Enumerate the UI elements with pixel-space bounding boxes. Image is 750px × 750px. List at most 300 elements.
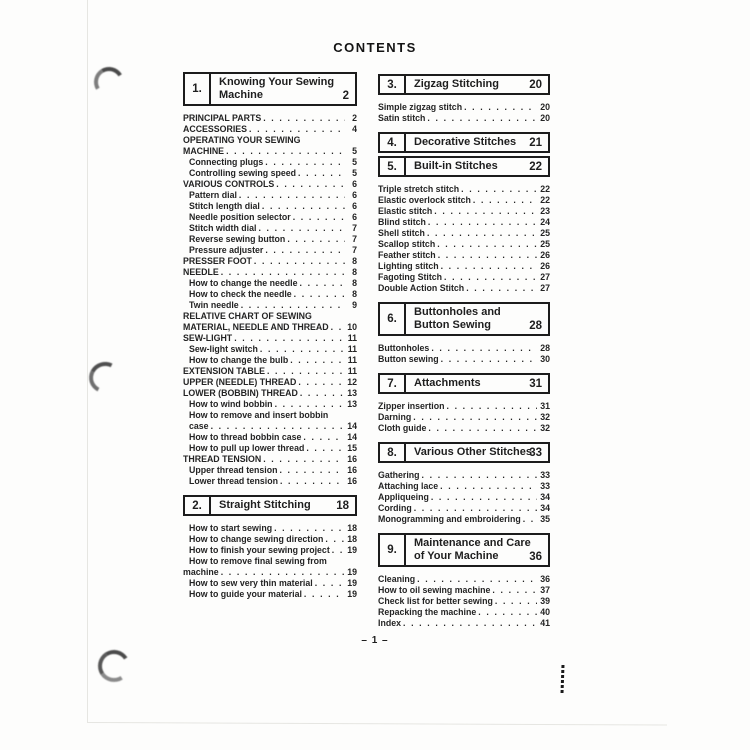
toc-entry	[378, 492, 550, 503]
dot-leader	[265, 245, 345, 256]
toc-entry	[378, 607, 550, 618]
entry-page-number: 26	[540, 250, 550, 260]
toc-entry	[378, 113, 550, 124]
entry-page-number: 16	[347, 454, 357, 464]
section-title	[406, 134, 527, 151]
section-page-number: 21	[529, 136, 542, 149]
entry-page-number: 22	[540, 184, 550, 194]
dot-leader	[523, 514, 537, 525]
entry-label: Simple zigzag stitch	[378, 102, 463, 112]
entry-label: Repacking the machine	[378, 607, 477, 617]
toc-entry	[378, 228, 550, 239]
toc-column-left	[183, 72, 357, 608]
dot-leader	[239, 190, 345, 201]
toc-entry	[183, 124, 357, 135]
entry-page-number: 6	[352, 212, 357, 222]
toc-entry	[183, 399, 357, 410]
toc-entry	[378, 272, 550, 283]
entry-page-number: 22	[540, 195, 550, 205]
dot-leader	[260, 344, 345, 355]
toc-entry	[183, 289, 357, 300]
toc-entry	[378, 102, 550, 113]
section-title	[406, 444, 532, 461]
entry-page-number: 11	[347, 366, 357, 376]
toc-entry	[183, 454, 357, 465]
entry-page-number: 19	[347, 545, 357, 555]
toc-entry	[183, 168, 357, 179]
entry-label: Sew-light switch	[189, 344, 258, 354]
entry-label: How to oil sewing machine	[378, 585, 491, 595]
punch-hole-shadow-top	[91, 64, 127, 100]
toc-entry	[183, 366, 357, 377]
toc-entry	[183, 267, 357, 278]
entry-page-number: 27	[540, 272, 550, 282]
toc-entry	[378, 574, 550, 585]
toc-entry	[378, 596, 550, 607]
dot-leader	[254, 256, 345, 267]
dot-leader	[464, 102, 537, 113]
dot-leader	[262, 201, 345, 212]
dot-leader	[287, 234, 345, 245]
dot-leader	[473, 195, 537, 206]
entry-label: How to guide your material	[189, 589, 302, 599]
entry-label: EXTENSION TABLE	[183, 366, 265, 376]
section-title-line: Attachments	[414, 377, 481, 389]
dot-leader	[417, 574, 537, 585]
toc-section	[378, 442, 550, 525]
toc-entry	[183, 300, 357, 311]
section-header-box	[378, 373, 550, 394]
toc-entry	[183, 322, 357, 333]
section-title	[406, 535, 531, 565]
entry-page-number: 9	[352, 300, 357, 310]
entry-label: MATERIAL, NEEDLE AND THREAD	[183, 322, 329, 332]
toc-entry	[378, 503, 550, 514]
section-page-number: 36	[529, 551, 542, 563]
dot-leader	[446, 401, 537, 412]
entry-label: NEEDLE	[183, 267, 219, 277]
section-title-line: Various Other Stitches	[414, 446, 532, 458]
entry-label: LOWER (BOBBIN) THREAD	[183, 388, 298, 398]
page-edge-left	[87, 0, 88, 722]
dot-leader	[441, 261, 538, 272]
entry-page-number: 2	[352, 113, 357, 123]
toc-entry-list	[378, 401, 550, 434]
entry-label: Zipper insertion	[378, 401, 445, 411]
entry-page-number: 16	[347, 465, 357, 475]
entry-label: Satin stitch	[378, 113, 426, 123]
toc-entry	[183, 377, 357, 388]
section-title-line: Button Sewing	[414, 319, 491, 331]
section-title	[406, 304, 527, 334]
toc-entry	[378, 250, 550, 261]
entry-label: Button sewing	[378, 354, 439, 364]
entry-page-number: 19	[347, 567, 357, 577]
section-title-line: Buttonholes and	[414, 306, 501, 318]
entry-page-number: 32	[540, 423, 550, 433]
entry-page-number: 41	[540, 618, 550, 628]
dot-leader	[325, 534, 344, 545]
entry-label: ACCESSORIES	[183, 124, 248, 134]
entry-label: Elastic stitch	[378, 206, 433, 216]
section-header-box	[378, 302, 550, 336]
entry-label: How to sew very thin material	[189, 578, 313, 588]
dot-leader	[290, 355, 344, 366]
entry-label: How to wind bobbin	[189, 399, 273, 409]
dot-leader	[300, 388, 344, 399]
toc-entry-list	[378, 574, 550, 629]
toc-entry-list	[378, 470, 550, 525]
toc-entry	[378, 239, 550, 250]
dot-leader	[211, 421, 345, 432]
entry-label: PRESSER FOOT	[183, 256, 252, 266]
toc-entry	[183, 223, 357, 234]
dot-leader	[441, 354, 538, 365]
entry-page-number: 15	[347, 443, 357, 453]
toc-entry	[378, 423, 550, 434]
section-title	[211, 74, 341, 104]
dot-leader	[440, 481, 537, 492]
entry-label: Controlling sewing speed	[189, 168, 297, 178]
toc-entry	[183, 311, 357, 322]
entry-page-number: 39	[540, 596, 550, 606]
entry-page-number: 18	[347, 534, 357, 544]
entry-label: RELATIVE CHART OF SEWING	[183, 311, 312, 321]
toc-section	[378, 302, 550, 365]
dot-leader	[428, 423, 537, 434]
dot-leader	[276, 179, 345, 190]
toc-entry	[378, 343, 550, 354]
dot-leader	[280, 476, 344, 487]
entry-label: SEW-LIGHT	[183, 333, 233, 343]
toc-entry	[183, 234, 357, 245]
entry-page-number: 34	[540, 492, 550, 502]
entry-page-number: 26	[540, 261, 550, 271]
toc-entry	[378, 618, 550, 629]
entry-page-number: 40	[540, 607, 550, 617]
dot-leader	[249, 124, 345, 135]
dot-leader	[265, 157, 345, 168]
toc-entry	[183, 135, 357, 146]
toc-entry-list	[183, 113, 357, 487]
dot-leader	[437, 239, 537, 250]
dot-leader	[434, 206, 537, 217]
entry-page-number: 18	[347, 523, 357, 533]
entry-label: Monogramming and embroidering	[378, 514, 521, 524]
toc-section	[378, 533, 550, 629]
entry-page-number: 31	[540, 401, 550, 411]
toc-entry	[378, 354, 550, 365]
section-title	[211, 497, 334, 514]
entry-label: Cording	[378, 503, 412, 513]
dot-leader	[428, 217, 537, 228]
toc-entry	[378, 261, 550, 272]
toc-entry	[183, 578, 357, 589]
dot-leader	[413, 412, 537, 423]
toc-entry	[183, 421, 357, 432]
entry-label: Gathering	[378, 470, 420, 480]
section-page-number: 33	[529, 446, 542, 459]
entry-page-number: 34	[540, 503, 550, 513]
entry-page-number: 20	[540, 102, 550, 112]
toc-entry	[183, 355, 357, 366]
toc-column-right	[378, 74, 550, 637]
entry-label: Upper thread tension	[189, 465, 278, 475]
section-title	[406, 375, 527, 392]
dot-leader	[294, 289, 345, 300]
section-number: 3.	[380, 76, 406, 93]
section-title-line: Straight Stitching	[219, 499, 311, 511]
entry-page-number: 14	[347, 432, 357, 442]
entry-page-number: 25	[540, 228, 550, 238]
toc-entry	[183, 465, 357, 476]
entry-label: VARIOUS CONTROLS	[183, 179, 275, 189]
section-title	[406, 158, 527, 175]
dot-leader	[304, 589, 344, 600]
toc-entry	[378, 401, 550, 412]
entry-label: Check list for better sewing	[378, 596, 493, 606]
entry-label: Attaching lace	[378, 481, 439, 491]
toc-entry	[183, 278, 357, 289]
section-number: 2.	[185, 497, 211, 514]
dot-leader	[478, 607, 537, 618]
entry-page-number: 4	[352, 124, 357, 134]
section-number: 7.	[380, 375, 406, 392]
entry-page-number: 5	[352, 146, 357, 156]
dot-leader	[226, 146, 345, 157]
dot-leader	[422, 470, 538, 481]
entry-page-number: 11	[347, 333, 357, 343]
dot-leader	[293, 212, 345, 223]
entry-label: How to change the bulb	[189, 355, 289, 365]
dot-leader	[431, 343, 537, 354]
toc-entry	[183, 534, 357, 545]
entry-label: How to check the needle	[189, 289, 292, 299]
toc-entry	[183, 146, 357, 157]
entry-page-number: 8	[352, 289, 357, 299]
toc-entry	[183, 388, 357, 399]
dot-leader	[298, 377, 344, 388]
entry-page-number: 28	[540, 343, 550, 353]
dot-leader	[444, 272, 537, 283]
toc-entry	[378, 206, 550, 217]
toc-section	[378, 156, 550, 294]
toc-entry	[378, 585, 550, 596]
section-title	[406, 76, 527, 93]
section-header-box	[378, 442, 550, 463]
toc-entry	[378, 195, 550, 206]
entry-page-number: 8	[352, 267, 357, 277]
dot-leader	[495, 596, 537, 607]
dot-leader	[466, 283, 537, 294]
toc-entry	[183, 179, 357, 190]
entry-label: How to change sewing direction	[189, 534, 324, 544]
entry-page-number: 8	[352, 256, 357, 266]
entry-label: machine	[183, 567, 219, 577]
dot-leader	[427, 113, 537, 124]
entry-label: How to finish your sewing project	[189, 545, 330, 555]
entry-label: Stitch width dial	[189, 223, 257, 233]
section-number: 9.	[380, 535, 406, 565]
page-title: CONTENTS	[333, 40, 417, 55]
entry-page-number: 10	[347, 322, 357, 332]
entry-label: Feather stitch	[378, 250, 436, 260]
entry-page-number: 11	[347, 355, 357, 365]
entry-page-number: 33	[540, 470, 550, 480]
section-page-number: 31	[529, 377, 542, 390]
section-header-box	[183, 72, 357, 106]
entry-page-number: 11	[347, 344, 357, 354]
section-title-line: Knowing Your Sewing	[219, 76, 335, 88]
section-page-number: 20	[529, 78, 542, 91]
entry-page-number: 24	[540, 217, 550, 227]
dot-leader	[427, 228, 537, 239]
toc-entry-list	[378, 102, 550, 124]
punch-hole-shadow-middle	[85, 358, 125, 397]
entry-page-number: 32	[540, 412, 550, 422]
toc-entry	[183, 190, 357, 201]
toc-entry	[183, 410, 357, 421]
toc-entry-list	[378, 343, 550, 365]
toc-entry	[183, 113, 357, 124]
toc-entry	[183, 245, 357, 256]
toc-entry	[183, 523, 357, 534]
entry-page-number: 13	[347, 399, 357, 409]
toc-section	[378, 373, 550, 434]
section-title-line: Built-in Stitches	[414, 160, 498, 172]
entry-label: MACHINE	[183, 146, 225, 156]
entry-label: Connecting plugs	[189, 157, 264, 167]
entry-label: Lighting stitch	[378, 261, 439, 271]
entry-label: PRINCIPAL PARTS	[183, 113, 262, 123]
entry-page-number: 16	[347, 476, 357, 486]
section-title-line: of Your Machine	[414, 550, 499, 562]
entry-label: Cloth guide	[378, 423, 427, 433]
toc-entry	[183, 589, 357, 600]
toc-section	[378, 74, 550, 124]
dot-leader	[279, 465, 344, 476]
entry-label: Cleaning	[378, 574, 416, 584]
entry-page-number: 6	[352, 190, 357, 200]
section-header-box	[378, 533, 550, 567]
entry-label: How to start sewing	[189, 523, 273, 533]
entry-label: Scallop stitch	[378, 239, 436, 249]
toc-entry	[378, 412, 550, 423]
entry-label: Shell stitch	[378, 228, 425, 238]
toc-entry	[378, 283, 550, 294]
dot-leader	[414, 503, 537, 514]
entry-page-number: 12	[347, 377, 357, 387]
entry-label: Index	[378, 618, 401, 628]
entry-label: OPERATING YOUR SEWING	[183, 135, 301, 145]
entry-label: How to change the needle	[189, 278, 298, 288]
dot-leader	[234, 333, 345, 344]
dot-leader	[221, 267, 345, 278]
entry-page-number: 27	[540, 283, 550, 293]
entry-page-number: 37	[540, 585, 550, 595]
entry-page-number: 7	[352, 234, 357, 244]
toc-entry	[183, 256, 357, 267]
toc-entry	[183, 201, 357, 212]
dot-leader	[438, 250, 538, 261]
toc-entry	[183, 443, 357, 454]
scan-mark	[561, 665, 565, 693]
dot-leader	[315, 578, 345, 589]
dot-leader	[258, 223, 345, 234]
dot-leader	[274, 523, 344, 534]
entry-label: How to thread bobbin case	[189, 432, 302, 442]
entry-label: THREAD TENSION	[183, 454, 262, 464]
entry-page-number: 8	[352, 278, 357, 288]
entry-label: Twin needle	[189, 300, 239, 310]
dot-leader	[221, 567, 345, 578]
entry-page-number: 19	[347, 578, 357, 588]
entry-label: Buttonholes	[378, 343, 430, 353]
toc-entry	[183, 432, 357, 443]
section-title-line: Zigzag Stitching	[414, 78, 499, 90]
toc-entry	[183, 476, 357, 487]
entry-label: How to remove and insert bobbin	[189, 410, 329, 420]
dot-leader	[300, 278, 345, 289]
entry-page-number: 14	[347, 421, 357, 431]
section-number: 8.	[380, 444, 406, 461]
dot-leader	[431, 492, 537, 503]
entry-label: Reverse sewing button	[189, 234, 286, 244]
dot-leader	[332, 545, 344, 556]
section-page-number: 18	[336, 499, 349, 512]
section-page-number: 2	[342, 90, 349, 102]
entry-page-number: 6	[352, 179, 357, 189]
toc-entry	[378, 514, 550, 525]
toc-section	[378, 132, 550, 153]
section-number: 5.	[380, 158, 406, 175]
entry-label: Double Action Stitch	[378, 283, 465, 293]
footer-page-number: – 1 –	[361, 635, 389, 646]
entry-label: Triple stretch stitch	[378, 184, 460, 194]
toc-entry	[378, 217, 550, 228]
toc-entry	[378, 184, 550, 195]
dot-leader	[331, 322, 345, 333]
section-number: 6.	[380, 304, 406, 334]
section-header-box	[378, 156, 550, 177]
entry-page-number: 25	[540, 239, 550, 249]
toc-entry-list	[183, 523, 357, 600]
toc-entry	[183, 333, 357, 344]
entry-label: Elastic overlock stitch	[378, 195, 471, 205]
dot-leader	[403, 618, 537, 629]
entry-page-number: 7	[352, 245, 357, 255]
section-page-number: 28	[529, 320, 542, 332]
section-header-box	[378, 132, 550, 153]
entry-page-number: 20	[540, 113, 550, 123]
toc-entry	[378, 481, 550, 492]
entry-label: Lower thread tension	[189, 476, 278, 486]
page-edge-bottom	[87, 722, 667, 726]
toc-entry	[183, 344, 357, 355]
entry-page-number: 5	[352, 157, 357, 167]
entry-page-number: 13	[347, 388, 357, 398]
entry-label: Appliqueing	[378, 492, 429, 502]
section-header-box	[378, 74, 550, 95]
section-title-line: Machine	[219, 89, 264, 101]
dot-leader	[267, 366, 345, 377]
dot-leader	[306, 443, 344, 454]
entry-page-number: 19	[347, 589, 357, 599]
punch-hole-shadow-bottom	[95, 647, 133, 685]
entry-label: Pressure adjuster	[189, 245, 264, 255]
entry-page-number: 7	[352, 223, 357, 233]
dot-leader	[303, 432, 344, 443]
